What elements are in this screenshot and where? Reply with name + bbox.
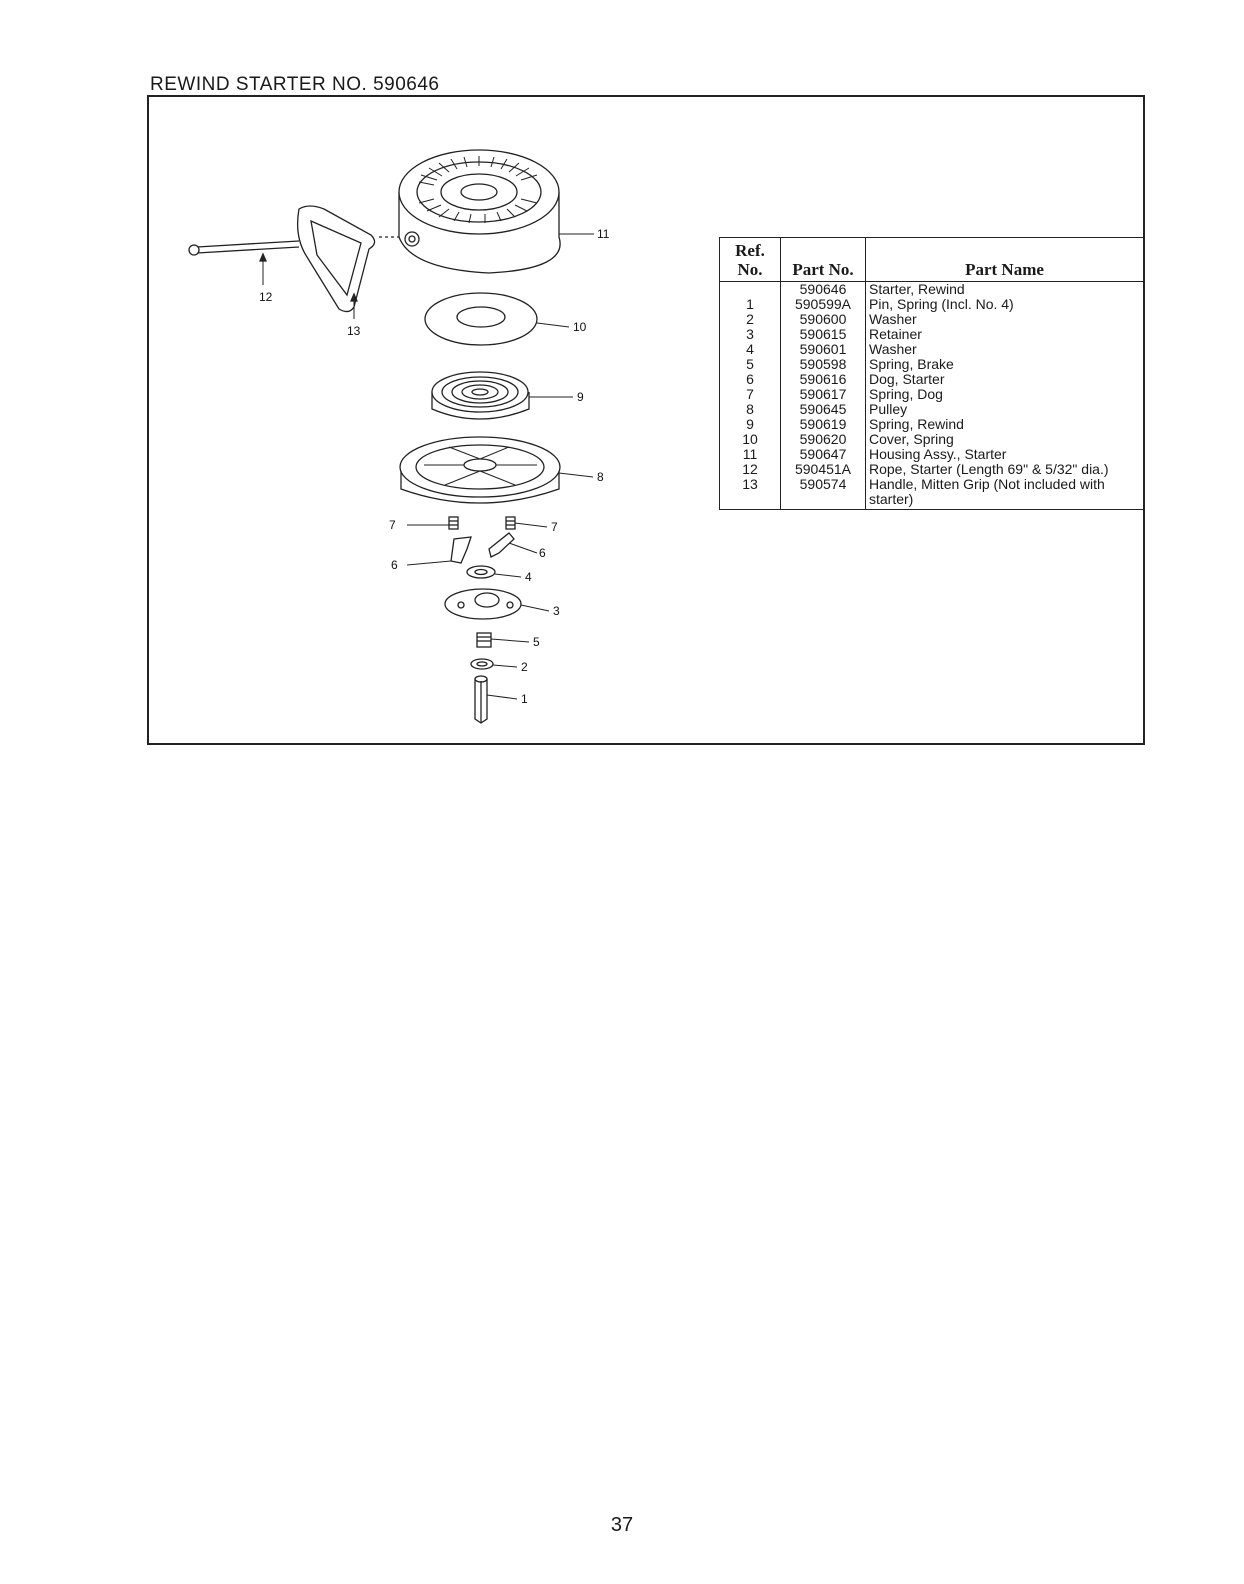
table-row xyxy=(720,312,1144,327)
callout-13: 13 xyxy=(347,324,361,338)
parts-table-header xyxy=(720,238,1144,282)
part-no: 590574 xyxy=(781,477,866,510)
ref-no: 11 xyxy=(720,447,781,462)
part-name: Spring, Dog xyxy=(869,386,943,402)
table-row xyxy=(720,342,1144,357)
ref-no: 2 xyxy=(720,312,781,327)
part-no: 590620 xyxy=(781,432,866,447)
table-row xyxy=(720,447,1144,462)
ref-no: 5 xyxy=(720,357,781,372)
rewind-spring-drawing xyxy=(432,372,573,419)
callout-10: 10 xyxy=(573,320,587,334)
ref-no: 7 xyxy=(720,387,781,402)
parts-frame xyxy=(147,95,1145,745)
ref-no: 4 xyxy=(720,342,781,357)
housing-drawing xyxy=(399,150,594,273)
parts-table xyxy=(719,237,1143,510)
callout-1: 1 xyxy=(521,692,528,706)
ref-no: 8 xyxy=(720,402,781,417)
part-name: Spring, Rewind xyxy=(869,416,964,432)
exploded-diagram xyxy=(149,97,709,743)
callout-7-right: 7 xyxy=(551,520,558,534)
spring-pin-drawing xyxy=(475,676,517,723)
table-row xyxy=(720,402,1144,417)
dog-springs-drawing xyxy=(407,517,547,529)
brake-spring-drawing xyxy=(477,633,529,647)
header-ref-no: Ref. No. xyxy=(720,238,781,282)
part-no: 590599A xyxy=(781,297,866,312)
part-no: 590615 xyxy=(781,327,866,342)
part-no: 590451A xyxy=(781,462,866,477)
part-name: Pin, Spring (Incl. No. 4) xyxy=(869,296,1014,312)
ref-no: 6 xyxy=(720,372,781,387)
part-no: 590647 xyxy=(781,447,866,462)
part-name: Rope, Starter (Length 69" & 5/32" dia.) xyxy=(869,461,1109,477)
table-row xyxy=(720,462,1144,477)
part-name: Retainer xyxy=(869,326,922,342)
header-part-name: Part Name xyxy=(866,238,1144,282)
part-no: 590617 xyxy=(781,387,866,402)
ref-no: 12 xyxy=(720,462,781,477)
callout-2: 2 xyxy=(521,660,528,674)
starter-dogs-drawing xyxy=(407,533,537,565)
part-name: Dog, Starter xyxy=(869,371,945,387)
ref-no: 10 xyxy=(720,432,781,447)
part-no: 590601 xyxy=(781,342,866,357)
page-number: 37 xyxy=(610,1514,634,1536)
washer-2-drawing xyxy=(471,659,517,669)
page-heading: REWIND STARTER NO. 590646 xyxy=(150,74,440,95)
part-name: Cover, Spring xyxy=(869,431,954,447)
table-row xyxy=(720,282,1144,298)
callout-11: 11 xyxy=(597,227,610,241)
table-row xyxy=(720,477,1144,510)
spring-cover-drawing xyxy=(425,293,569,345)
header-part-no: Part No. xyxy=(781,238,866,282)
ref-no: 13 xyxy=(720,477,781,510)
washer-4-drawing xyxy=(467,566,521,578)
pulley-drawing xyxy=(400,437,593,503)
part-no: 590619 xyxy=(781,417,866,432)
part-name: Pulley xyxy=(869,401,908,417)
ref-no xyxy=(720,282,781,298)
callout-5: 5 xyxy=(533,635,540,649)
retainer-drawing xyxy=(445,589,549,619)
ref-no: 9 xyxy=(720,417,781,432)
part-no: 590598 xyxy=(781,357,866,372)
part-name: Washer xyxy=(869,311,917,327)
callout-12: 12 xyxy=(259,290,273,304)
callout-9: 9 xyxy=(577,390,584,404)
table-row xyxy=(720,417,1144,432)
part-no: 590646 xyxy=(781,282,866,298)
part-name: Housing Assy., Starter xyxy=(869,446,1007,462)
table-row xyxy=(720,432,1144,447)
part-no: 590616 xyxy=(781,372,866,387)
part-name: Starter, Rewind xyxy=(869,281,965,297)
part-no: 590645 xyxy=(781,402,866,417)
ref-no: 1 xyxy=(720,297,781,312)
table-row xyxy=(720,372,1144,387)
table-row xyxy=(720,327,1144,342)
callout-7-left: 7 xyxy=(389,518,396,532)
part-name: Spring, Brake xyxy=(869,356,954,372)
callout-6-left: 6 xyxy=(391,558,398,572)
callout-3: 3 xyxy=(553,604,560,618)
table-row xyxy=(720,297,1144,312)
callout-8: 8 xyxy=(597,470,604,484)
part-no: 590600 xyxy=(781,312,866,327)
part-name: Handle, Mitten Grip (Not included with starter) xyxy=(869,476,1105,507)
handle-drawing xyxy=(189,206,399,319)
table-row xyxy=(720,357,1144,372)
table-row xyxy=(720,387,1144,402)
callout-6-right: 6 xyxy=(539,546,546,560)
part-name: Washer xyxy=(869,341,917,357)
callout-4: 4 xyxy=(525,570,532,584)
ref-no: 3 xyxy=(720,327,781,342)
